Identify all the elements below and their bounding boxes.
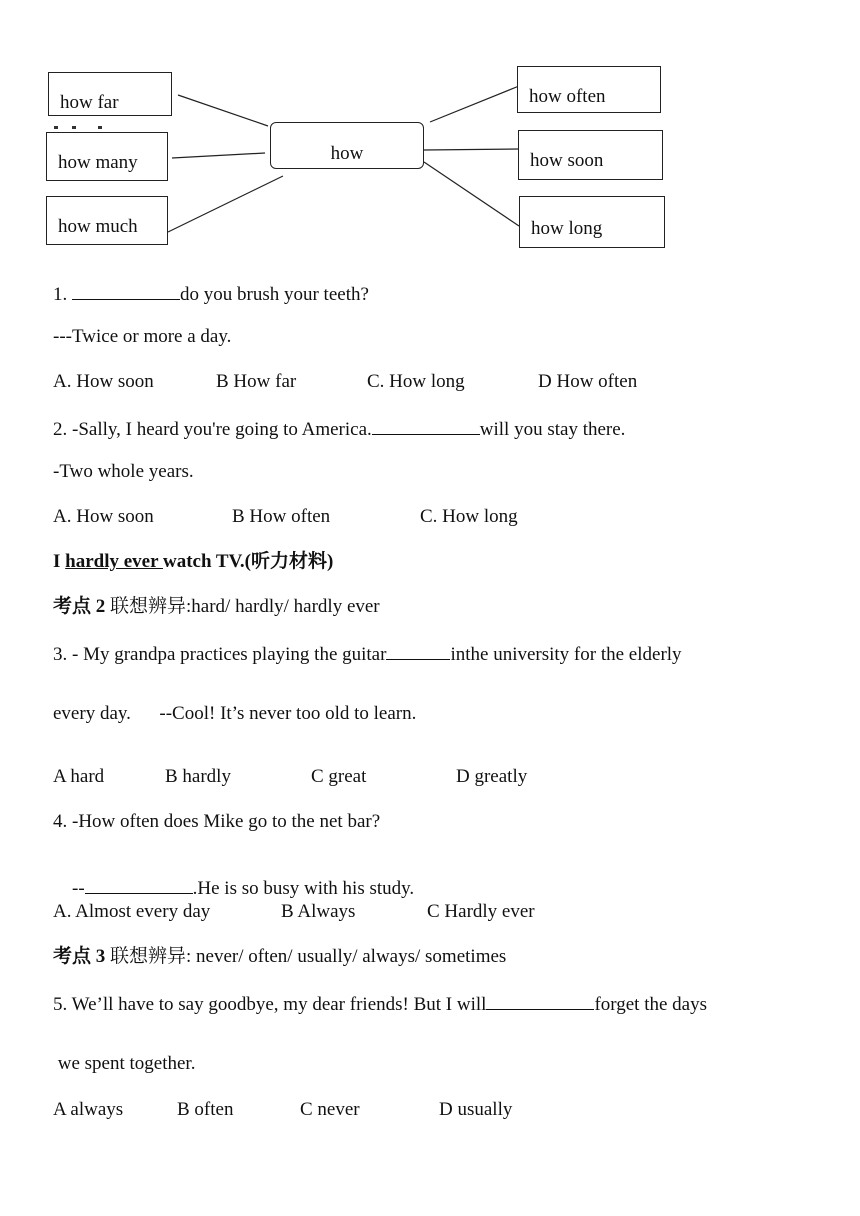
option-d[interactable]: D greatly bbox=[456, 766, 528, 787]
question-3: 3. - My grandpa practices playing the guitar inthe university for the elderly bbox=[53, 644, 682, 665]
question-4-response: -- .He is so busy with his study. bbox=[62, 878, 415, 899]
question-2-response: -Two whole years. bbox=[53, 461, 194, 482]
box-how-soon: how soon bbox=[518, 130, 663, 180]
question-1-options bbox=[0, 372, 860, 394]
option-d[interactable]: D usually bbox=[439, 1099, 513, 1120]
question-2-options bbox=[0, 507, 860, 529]
answer-blank bbox=[72, 282, 180, 300]
option-a[interactable]: A hard bbox=[53, 766, 105, 787]
answer-blank bbox=[386, 642, 450, 660]
option-c[interactable]: C. How long bbox=[420, 506, 518, 527]
option-b[interactable]: B Always bbox=[281, 901, 356, 922]
how-mind-map bbox=[0, 0, 860, 260]
box-how-often: how often bbox=[517, 66, 661, 113]
question-5: 5. We’ll have to say goodbye, my dear friends! But I will forget the days bbox=[53, 994, 707, 1015]
kaodian-2: 考点 2 联想辨异:hard/ hardly/ hardly ever bbox=[53, 596, 380, 617]
question-2: 2. -Sally, I heard you're going to America. will you stay there. bbox=[53, 419, 626, 440]
question-1-response: ---Twice or more a day. bbox=[53, 326, 232, 347]
box-how-much: how much bbox=[46, 196, 168, 245]
question-5-continued: we spent together. bbox=[53, 1053, 196, 1074]
answer-blank bbox=[372, 417, 480, 435]
option-d[interactable]: D How often bbox=[538, 371, 638, 392]
option-a[interactable]: A. How soon bbox=[53, 371, 154, 392]
question-4: 4. -How often does Mike go to the net bar? bbox=[53, 811, 381, 832]
question-3-options bbox=[0, 767, 860, 789]
option-b[interactable]: B often bbox=[177, 1099, 234, 1120]
option-a[interactable]: A always bbox=[53, 1099, 124, 1120]
option-a[interactable]: A. Almost every day bbox=[53, 901, 211, 922]
question-4-options bbox=[0, 902, 860, 924]
answer-blank bbox=[85, 876, 193, 894]
option-b[interactable]: B How often bbox=[232, 506, 331, 527]
box-how-far: how far bbox=[48, 72, 172, 116]
box-how-many: how many bbox=[46, 132, 168, 181]
answer-blank bbox=[486, 992, 594, 1010]
section-heading: I hardly ever watch TV.(听力材料) bbox=[53, 551, 334, 572]
option-c[interactable]: C great bbox=[311, 766, 367, 787]
option-c[interactable]: C Hardly ever bbox=[427, 901, 535, 922]
option-a[interactable]: A. How soon bbox=[53, 506, 154, 527]
question-3-continued: every day. --Cool! It’s never too old to learn. bbox=[53, 703, 417, 724]
option-b[interactable]: B How far bbox=[216, 371, 297, 392]
option-c[interactable]: C never bbox=[300, 1099, 360, 1120]
kaodian-3: 考点 3 联想辨异: never/ often/ usually/ always/ sometimes bbox=[53, 946, 507, 967]
question-1: 1. do you brush your teeth? bbox=[53, 284, 369, 305]
stray-marks bbox=[52, 124, 112, 132]
center-box-how: how bbox=[270, 122, 424, 169]
option-b[interactable]: B hardly bbox=[165, 766, 231, 787]
question-5-options bbox=[0, 1100, 860, 1122]
box-how-long: how long bbox=[519, 196, 665, 248]
option-c[interactable]: C. How long bbox=[367, 371, 465, 392]
